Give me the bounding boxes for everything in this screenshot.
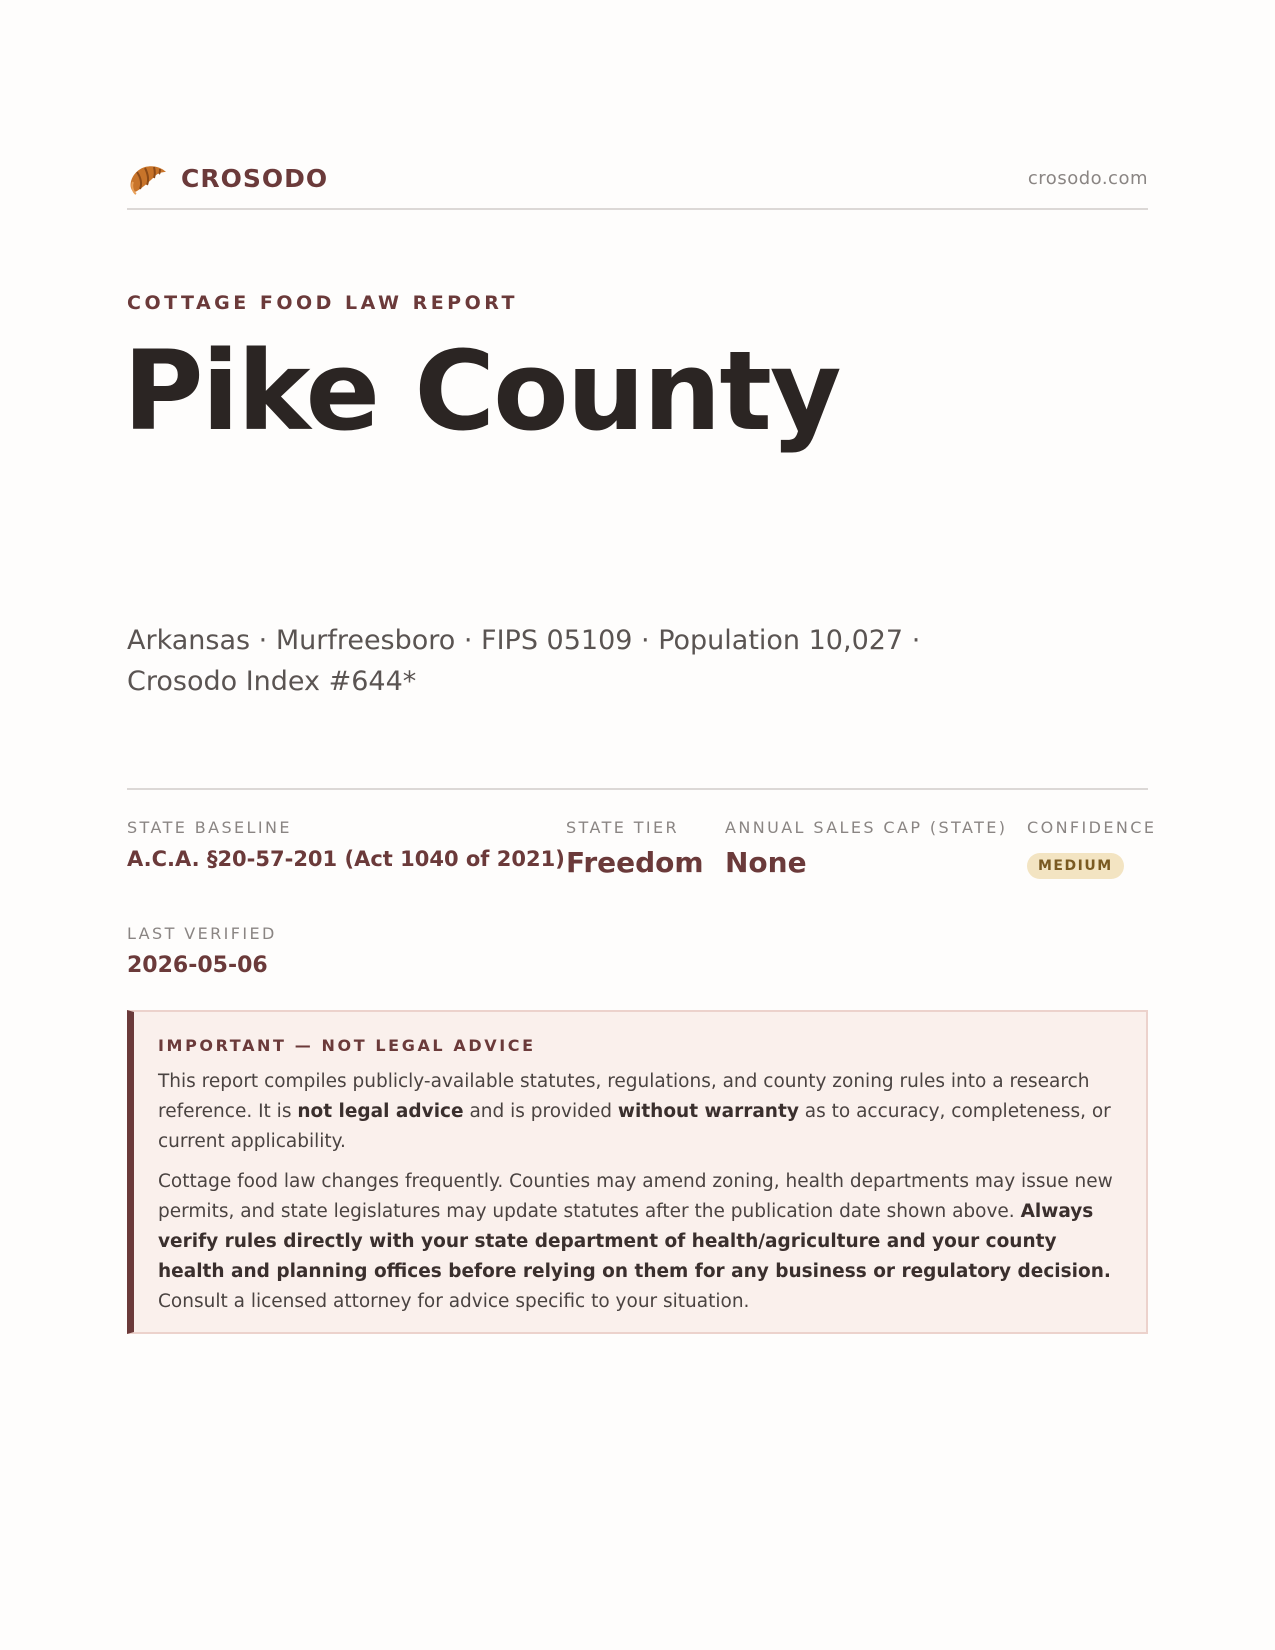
page-title: Pike County	[123, 327, 840, 455]
site-link[interactable]: crosodo.com	[1027, 168, 1148, 189]
disclaimer-text: This report compiles publicly-available statutes, regulations, and county zoning rules into a research reference. It is	[158, 1071, 1090, 1122]
disclaimer-paragraph	[158, 1067, 1120, 1157]
fact-value: None	[725, 846, 807, 879]
disclaimer-text: Consult a licensed attorney for advice specific to your situation.	[158, 1291, 750, 1312]
disclaimer-emphasis: without warranty	[617, 1101, 799, 1122]
confidence-badge: MEDIUM	[1027, 853, 1124, 879]
fact-value: 2026-05-06	[127, 953, 268, 978]
fact-last-verified	[127, 924, 277, 978]
subtitle-line: Arkansas · Murfreesboro · FIPS 05109 · Population 10,027 ·	[127, 625, 921, 656]
fact-sales-cap	[725, 818, 1007, 879]
fact-label: ANNUAL SALES CAP (STATE)	[725, 818, 1008, 837]
fact-label: STATE BASELINE	[127, 818, 292, 837]
fact-state-baseline	[127, 818, 565, 871]
fact-label: STATE TIER	[566, 818, 680, 837]
fact-label: LAST VERIFIED	[127, 924, 277, 943]
disclaimer-heading: IMPORTANT — NOT LEGAL ADVICE	[158, 1036, 536, 1055]
report-eyebrow: COTTAGE FOOD LAW REPORT	[127, 292, 518, 314]
disclaimer-emphasis: not legal advice	[297, 1101, 464, 1122]
header-divider	[127, 208, 1148, 210]
report-subtitle	[127, 620, 1148, 702]
fact-state-tier	[566, 818, 704, 879]
disclaimer-emphasis: Always verify rules directly with your state department of health/agriculture and your county health and planning offices before relying on them for any business or regulatory decision.	[158, 1201, 1111, 1282]
disclaimer-text: Cottage food law changes frequently. Counties may amend zoning, health departments may issue new permits, and state legislatures may update statutes after the publication date shown above.	[158, 1171, 1113, 1222]
section-divider	[127, 788, 1148, 790]
fact-label: CONFIDENCE	[1027, 818, 1157, 837]
brand[interactable]	[127, 158, 328, 198]
fact-value: A.C.A. §20-57-201 (Act 1040 of 2021)	[127, 847, 565, 871]
brand-name: CROSODO	[181, 163, 329, 193]
disclaimer-paragraph	[158, 1167, 1120, 1317]
fact-value: Freedom	[566, 846, 704, 879]
croissant-icon	[127, 158, 169, 198]
fact-confidence	[1027, 818, 1156, 879]
disclaimer-text: as to accuracy, completeness, or current applicability.	[158, 1101, 1111, 1152]
subtitle-line: Crosodo Index #644*	[127, 666, 417, 697]
brand-bar	[127, 158, 1148, 210]
legal-disclaimer	[127, 1010, 1148, 1334]
disclaimer-text: and is provided	[463, 1101, 618, 1122]
